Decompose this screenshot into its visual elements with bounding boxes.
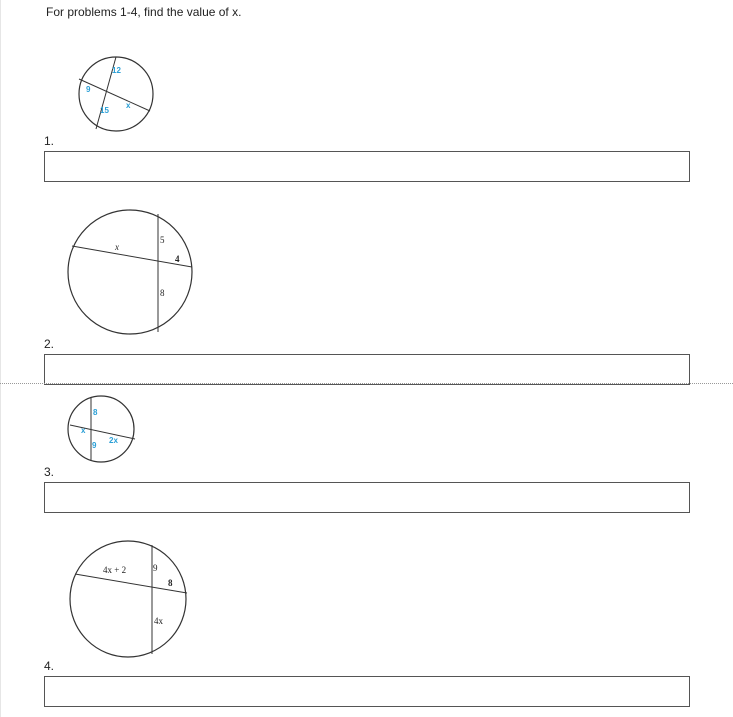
label-2-a: x [115,242,119,252]
answer-box-1[interactable] [44,151,690,182]
problem-number-2: 2. [44,337,55,351]
label-2-d: 8 [160,288,165,298]
problem-number-1: 1. [44,134,55,148]
label-4-a: 4x + 2 [103,565,127,575]
circle-chords-diagram-3 [67,393,139,465]
figure-problem-4 [67,540,193,660]
figure-problem-1 [70,55,170,135]
label-1-a: 12 [112,66,121,75]
label-4-d: 4x [154,616,163,626]
label-3-b: x [81,426,86,435]
chord-3a [70,425,135,439]
circle-chords-diagram-1 [70,55,170,135]
problem-number-4: 4. [44,659,55,673]
circle-2 [68,210,192,334]
label-1-d: x [126,101,131,110]
label-4-c: 8 [168,578,173,588]
chord-2a [72,246,192,267]
answer-box-3[interactable] [44,482,690,513]
page-break-line [0,383,733,384]
answer-box-4[interactable] [44,676,690,707]
left-margin-rule [0,0,1,717]
chord-1a [79,79,150,111]
circle-chords-diagram-2 [66,208,198,338]
instructions-text: For problems 1-4, find the value of x. [46,5,242,19]
circle-chords-diagram-4 [67,540,193,660]
problem-number-3: 3. [44,465,55,479]
label-3-a: 8 [93,408,98,417]
circle-3 [68,396,134,462]
circle-4 [70,541,186,657]
label-3-c: 9 [92,441,97,450]
figure-problem-3 [67,393,139,465]
answer-box-2[interactable] [44,354,690,385]
label-2-b: 5 [160,235,165,245]
label-4-b: 9 [153,563,158,573]
label-1-c: 15 [100,106,109,115]
figure-problem-2 [66,208,198,338]
label-1-b: 9 [86,85,91,94]
label-2-c: 4 [175,254,180,264]
label-3-d: 2x [109,436,118,445]
